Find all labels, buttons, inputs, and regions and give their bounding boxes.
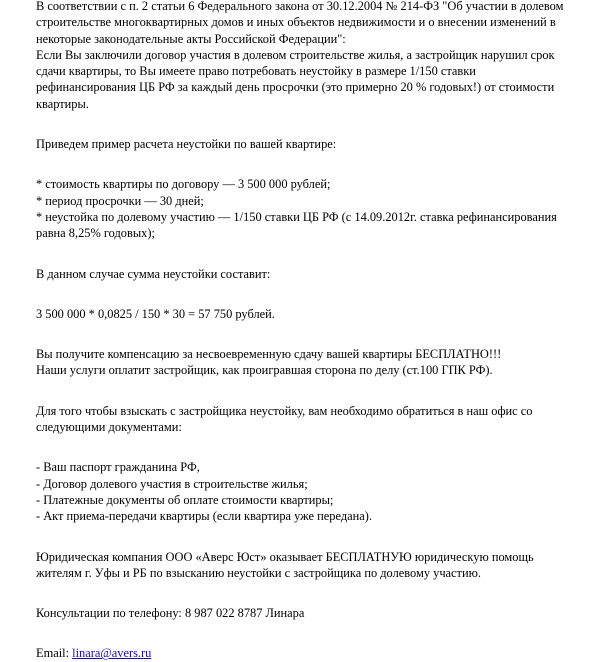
free-line: Вы получите компенсацию за несвоевременную сдачу вашей квартиры БЕСПЛАТНО!!!: [36, 347, 502, 362]
documents-heading-line: Для того чтобы взыскать с застройщика неустойку, вам необходимо обратиться в наш офис со: [36, 403, 533, 418]
document-item: - Ваш паспорт гражданина РФ,: [36, 460, 200, 475]
intro-line: рефинансирования ЦБ РФ за каждый день просрочки (это примерно 20 % годовых!) от стоимости: [36, 80, 555, 95]
intro-line: сдачи квартиры, то Вы имеете право потребовать неустойку в размере 1/150 ставки: [36, 64, 476, 79]
example-item: равна 8,25% годовых);: [36, 226, 155, 241]
sum-heading-text: В данном случае сумма неустойки составит:: [36, 266, 271, 281]
formula: [36, 306, 584, 322]
example-item: * неустойка по долевому участию — 1/150 ставки ЦБ РФ (с 14.09.2012г. ставка рефинансирования: [36, 209, 557, 224]
example-list: [36, 176, 584, 241]
intro-line: строительстве многоквартирных домов и иных объектов недвижимости и о внесении изменений в: [36, 15, 556, 30]
phone-paragraph: [36, 605, 584, 621]
example-heading-text: Приведем пример расчета неустойки по вашей квартире:: [36, 137, 337, 152]
intro-line: В соответствии с п. 2 статьи 6 Федерального закона от 30.12.2004 № 214-ФЗ "Об участии в долевом: [36, 0, 564, 13]
intro-line: Если Вы заключили договор участия в долевом строительстве жилья, а застройщик нарушил срок: [36, 47, 555, 62]
example-heading: [36, 136, 584, 152]
email-line: [36, 645, 584, 661]
phone-text: Консультации по телефону: 8 987 022 8787 Линара: [36, 606, 305, 621]
formula-text: 3 500 000 * 0,0825 / 150 * 30 = 57 750 рублей.: [36, 306, 275, 321]
intro-paragraph: [36, 0, 584, 112]
example-item: * период просрочки — 30 дней;: [36, 193, 204, 208]
company-line: Юридическая компания ООО «Аверс Юст» оказывает БЕСПЛАТНУЮ юридическую помощь: [36, 549, 534, 564]
documents-heading: [36, 403, 584, 436]
company-line: жителям г. Уфы и РБ по взысканию неустойки с застройщика по долевому участию.: [36, 565, 481, 580]
free-paragraph: [36, 346, 584, 379]
intro-line: некоторые законодательные акты Российской Федерации":: [36, 31, 346, 46]
documents-heading-line: следующими документами:: [36, 420, 182, 435]
document-item: - Акт приема-передачи квартиры (если квартира уже передана).: [36, 509, 372, 524]
company-paragraph: [36, 549, 584, 582]
email-label: Email:: [36, 646, 73, 661]
email-paragraph: [36, 645, 584, 661]
documents-list: [36, 459, 584, 524]
intro-line: квартиры.: [36, 96, 89, 111]
email-link[interactable]: linara@avers.ru: [72, 646, 152, 661]
document-page: [36, 0, 584, 662]
example-item: * стоимость квартиры по договору — 3 500 000 рублей;: [36, 177, 331, 192]
free-line: Наши услуги оплатит застройщик, как проигравшая сторона по делу (ст.100 ГПК РФ).: [36, 363, 493, 378]
document-item: - Платежные документы об оплате стоимости квартиры;: [36, 492, 334, 507]
document-item: - Договор долевого участия в строительстве жилья;: [36, 476, 308, 491]
sum-heading: [36, 266, 584, 282]
